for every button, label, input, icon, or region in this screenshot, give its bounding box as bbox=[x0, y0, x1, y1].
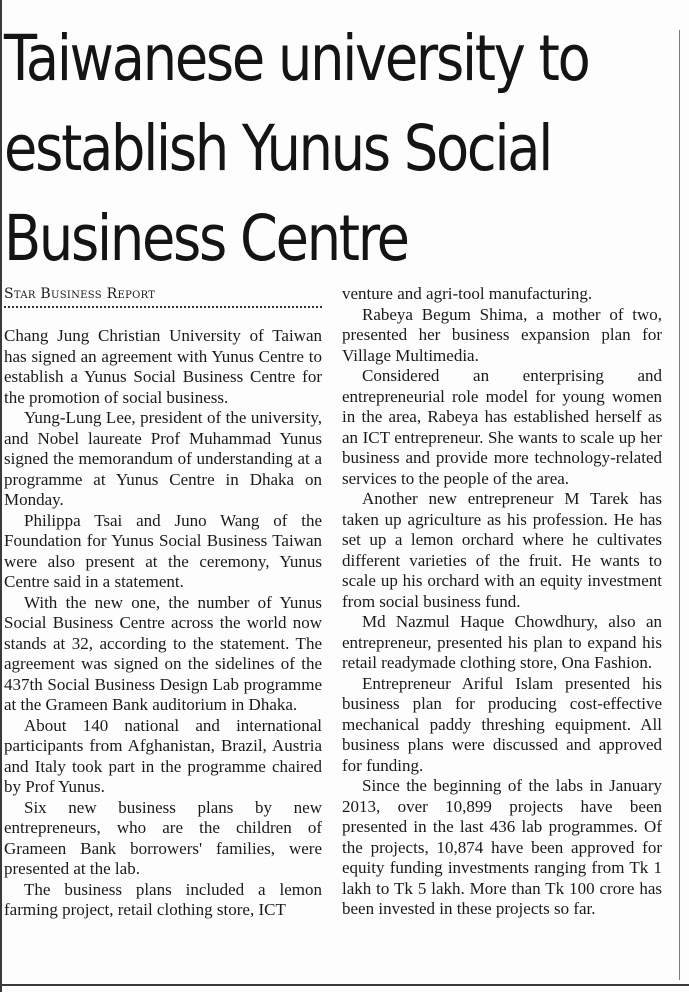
column-edge-rule bbox=[679, 30, 680, 980]
left-border-rule bbox=[0, 0, 2, 992]
byline-dotted-rule bbox=[4, 306, 322, 308]
byline: Star Business Report bbox=[4, 286, 156, 302]
article-column-left bbox=[4, 326, 322, 921]
article-paragraph: Entrepreneur Ariful Islam presented his business plan for producing cost-effective mechanical paddy threshing equipment. All business plans were discussed and approved for funding. bbox=[342, 673, 662, 775]
headline-line: establish Yunus Social bbox=[4, 112, 552, 185]
headline-line: Taiwanese university to bbox=[4, 22, 589, 95]
article-paragraph: The business plans included a lemon farming project, retail clothing store, ICT bbox=[4, 879, 322, 919]
article-paragraph: Chang Jung Christian University of Taiwan has signed an agreement with Yunus Centre to establish a Yunus Social Business Centre for the promotion of social business. bbox=[4, 326, 322, 407]
article-column-right bbox=[342, 284, 662, 920]
article-paragraph: Another new entrepreneur M Tarek has taken up agriculture as his profession. He has set up a lemon orchard where he cultivates different varieties of the fruit. He wants to scale up his orchard with an equity investment from social business fund. bbox=[342, 489, 662, 611]
article-paragraph: Rabeya Begum Shima, a mother of two, presented her business expansion plan for Village Multimedia. bbox=[342, 304, 662, 365]
article-paragraph: Md Nazmul Haque Chowdhury, also an entrepreneur, presented his plan to expand his retail readymade clothing store, Ona Fashion. bbox=[342, 612, 662, 672]
headline-line: Business Centre bbox=[4, 202, 408, 275]
bottom-border-rule bbox=[0, 984, 689, 986]
article-paragraph: Since the beginning of the labs in January 2013, over 10,899 projects have been presented in the last 436 lab programmes. Of the projects, 10,874 have been approved for equity funding investments ranging from Tk 1 lakh to Tk 5 lakh. More than Tk 100 crore has been invested in these projects so far. bbox=[342, 776, 662, 918]
article-paragraph: About 140 national and international participants from Afghanistan, Brazil, Austria and Italy took part in the programme chaired by Prof Yunus. bbox=[4, 715, 322, 796]
article-paragraph: venture and agri-tool manufacturing. bbox=[342, 284, 593, 303]
article-paragraph: Considered an enterprising and entrepreneurial role model for young women in the area, Rabeya has established herself as an ICT entrepreneur. She wants to scale up her business and provide more technology-related services to the people of the area. bbox=[342, 366, 662, 488]
article-paragraph: Six new business plans by new entrepreneurs, who are the children of Grameen Bank borrowers' families, were presented at the lab. bbox=[4, 797, 322, 878]
article-paragraph: With the new one, the number of Yunus Social Business Centre across the world now stands at 32, according to the statement. The agreement was signed on the sidelines of the 437th Social Business Design Lab programme at the Grameen Bank auditorium in Dhaka. bbox=[4, 592, 322, 714]
article-headline bbox=[4, 14, 589, 284]
article-paragraph: Philippa Tsai and Juno Wang of the Foundation for Yunus Social Business Taiwan were also present at the ceremony, Yunus Centre said in a statement. bbox=[4, 510, 322, 591]
article-paragraph: Yung-Lung Lee, president of the university, and Nobel laureate Prof Muhammad Yunus signed the memorandum of understanding at a programme at Yunus Centre in Dhaka on Monday. bbox=[4, 408, 322, 509]
